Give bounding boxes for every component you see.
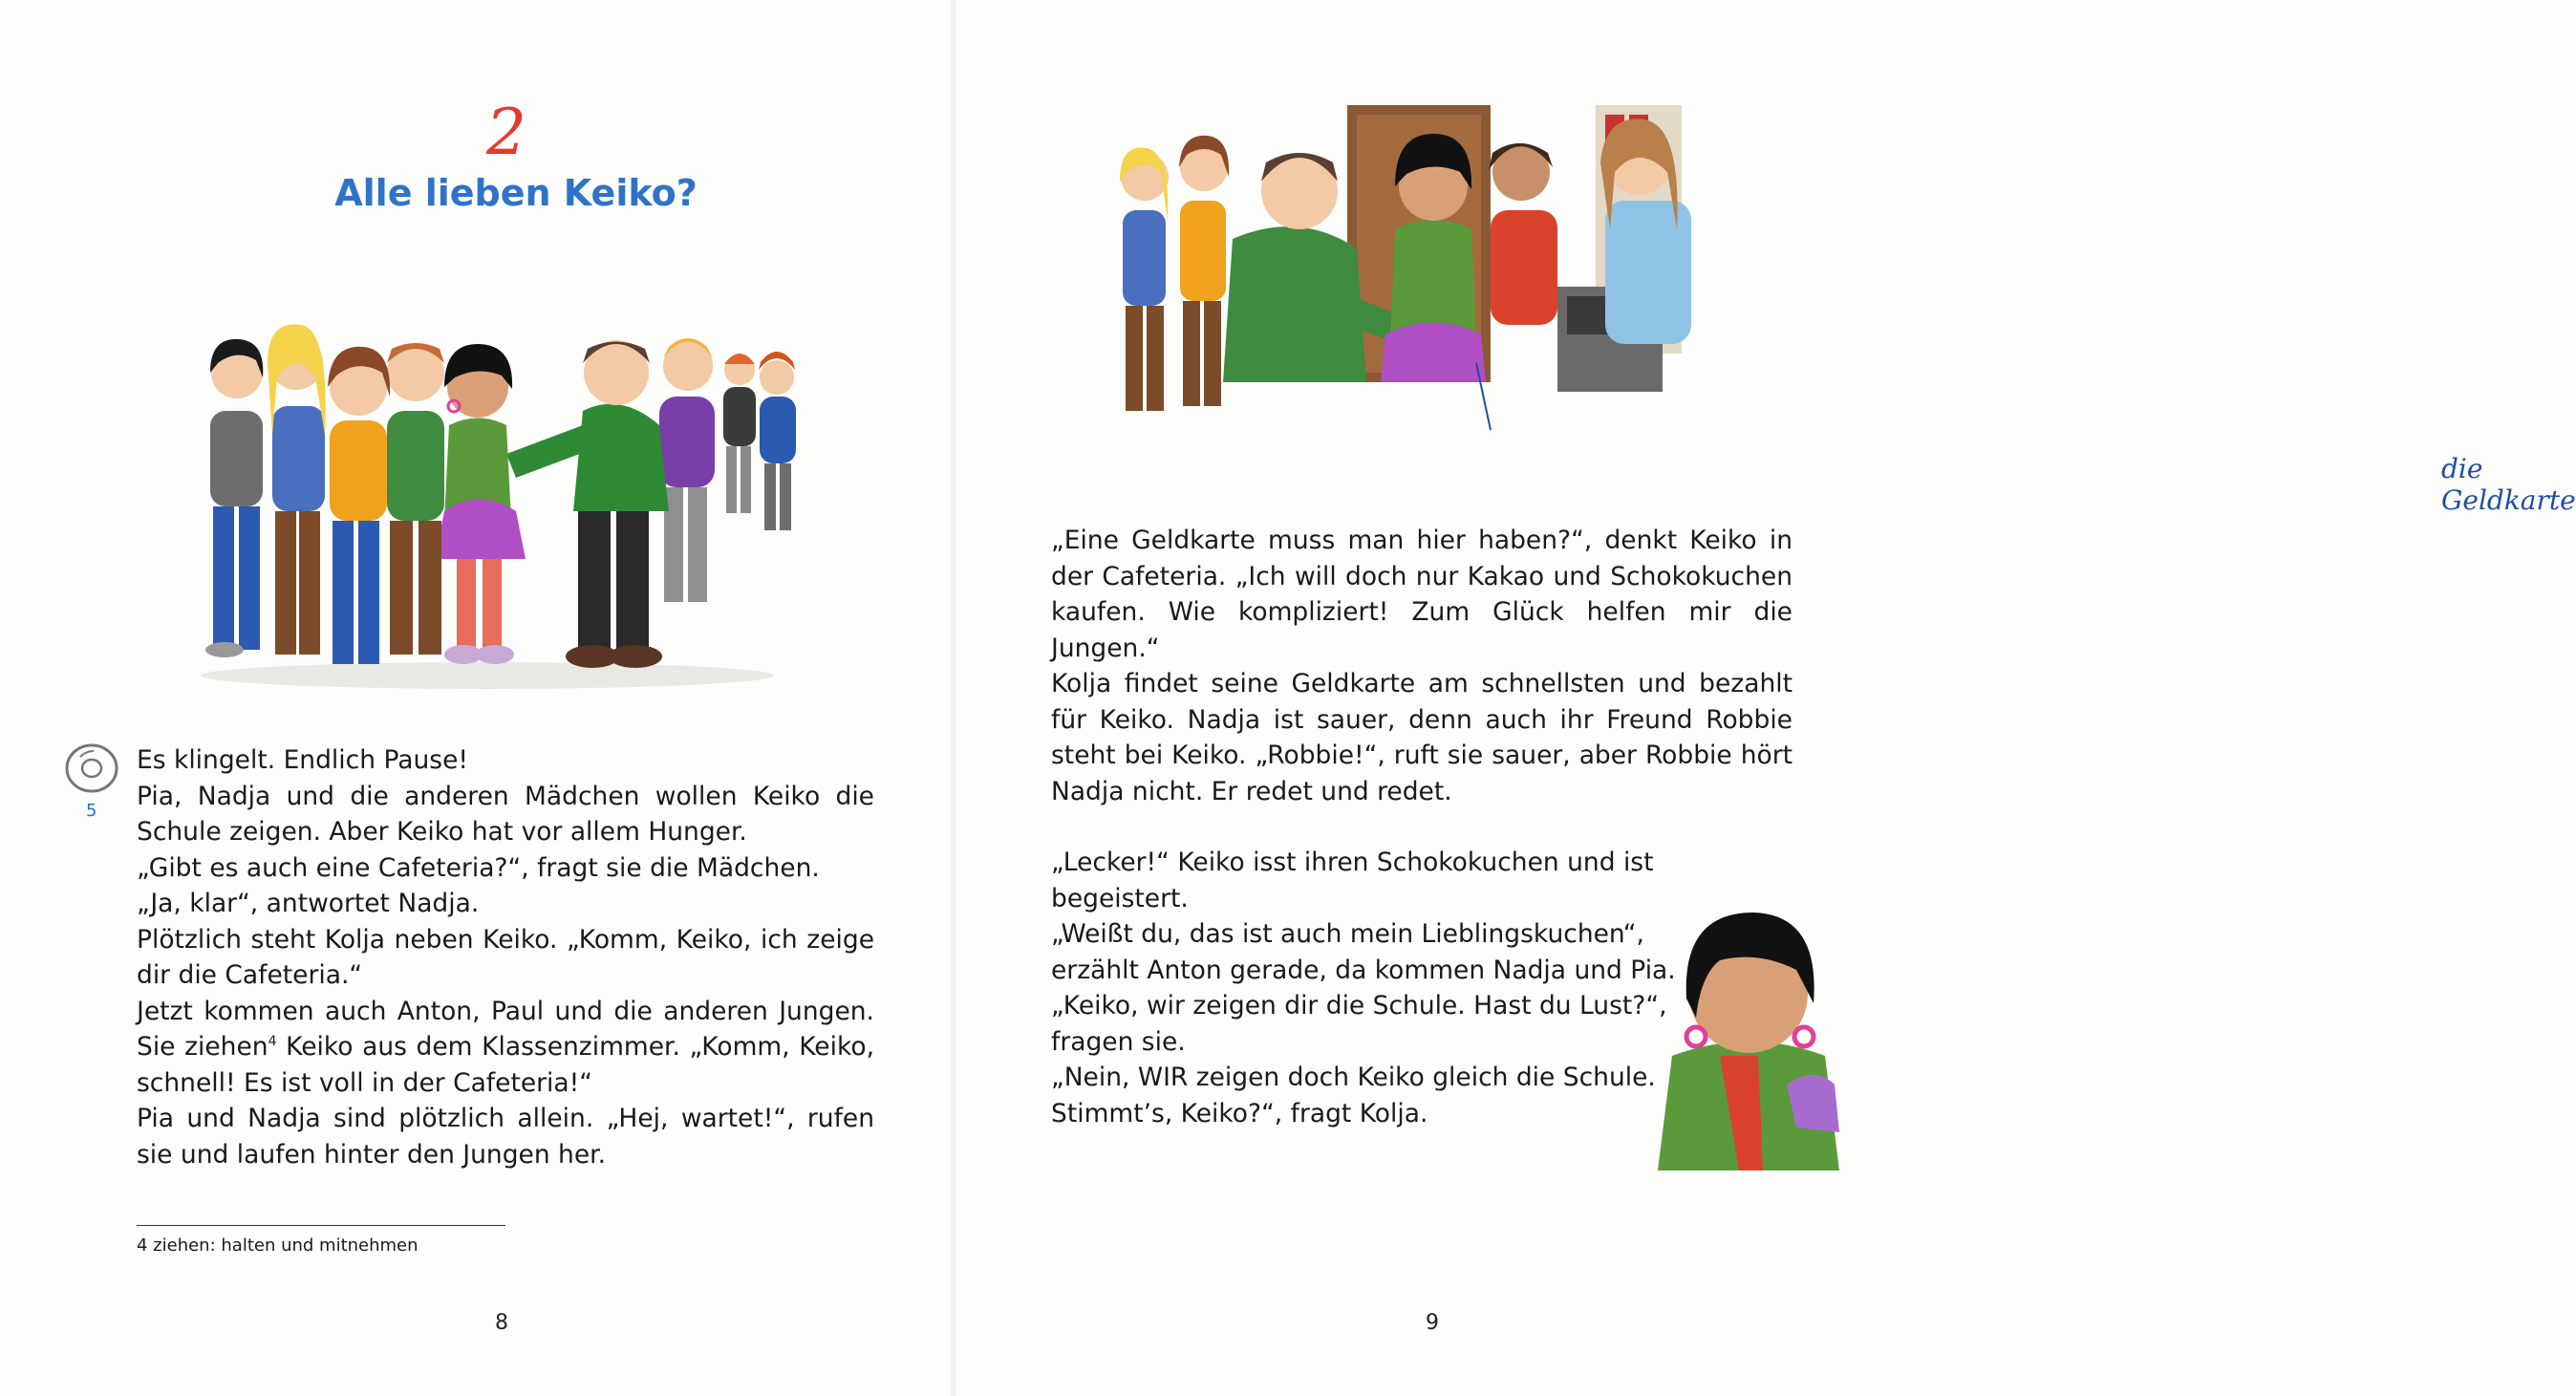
keiko-eating-illustration (1643, 893, 1854, 1170)
left-page-body (137, 742, 874, 1172)
paragraph-line: Plötzlich steht Kolja neben Keiko. „Komm, Keiko, ich zeige dir die Cafeteria.“ (137, 924, 874, 990)
figure-dreadlocks-boy (1489, 143, 1557, 325)
left-page (0, 0, 955, 1396)
paragraph-line: erzählt Anton gerade, da kommen Nadja und Pia. (1051, 955, 1676, 985)
right-paragraph-2: Kolja findet seine Geldkarte am schnellsten und bezahlt für Keiko. Nadja ist sauer, denn auch ihr Freund Robbie steht bei Keiko. „Robbie!“, ruft sie sauer, aber Robbie hört Nadja nicht. Er redet und redet. (1051, 669, 1792, 806)
paragraph-line: Es klingelt. Endlich Pause! (137, 745, 468, 775)
kids-group-illustration (172, 320, 841, 698)
page-number-left: 8 (495, 1311, 508, 1335)
figure-redhead-boy (759, 352, 796, 530)
footnote: 4 ziehen: halten und mitnehmen (137, 1235, 419, 1256)
figure-blonde-girl (1120, 147, 1169, 411)
paragraph-line: „Weißt du, das ist auch mein Lieblingskuchen“, (1051, 919, 1644, 949)
paragraph-line: „Lecker!“ Keiko isst ihren Schokokuchen und ist begeistert. (1051, 848, 1654, 913)
illustration-caption: die Geldkarte (2441, 453, 2576, 516)
chapter-title: Alle lieben Keiko? (334, 172, 698, 214)
paragraph-jetzt (137, 994, 874, 1102)
figure-blonde-girl (268, 325, 326, 655)
figure-girl-orange (1179, 136, 1229, 406)
figure-purple-boy (659, 338, 715, 602)
paragraph-line: Pia, Nadja und die anderen Mädchen wollen Keiko die Schule zeigen. Aber Keiko hat vor allem Hunger. (137, 781, 874, 847)
figure-dark-hair-girl (205, 339, 263, 657)
paragraph-line: Stimmt’s, Keiko?“, fragt Kolja. (1051, 1098, 1428, 1128)
paragraph-line: „Gibt es auch eine Cafeteria?“, fragt sie die Mädchen. (137, 852, 820, 883)
right-page (955, 0, 2576, 1396)
paragraph-line: „Keiko, wir zeigen dir die Schule. Hast du Lust?“, (1051, 991, 1667, 1020)
footnote-divider (137, 1225, 505, 1226)
figure-keiko (435, 344, 526, 664)
paragraph-line: „Nein, WIR zeigen doch Keiko gleich die Schule. (1051, 1063, 1656, 1092)
right-paragraph-1: „Eine Geldkarte muss man hier haben?“, denkt Keiko in der Cafeteria. „Ich will doch nur Kakao und Schokokuchen kaufen. Wie kompliziert! Zum Glück helfen mir die Jungen.“ (1051, 526, 1792, 663)
audio-track-number: 5 (86, 801, 97, 821)
figure-girl-orange (328, 347, 390, 664)
paragraph-text: Keiko aus dem Klassenzimmer. „Komm, Keiko, schnell! Es ist voll in der Cafeteria!“ (137, 1032, 875, 1098)
figure-green-boy (506, 340, 669, 668)
paragraph-line: „Ja, klar“, antwortet Nadja. (137, 889, 480, 918)
chapter-number: 2 (486, 96, 526, 169)
cafeteria-illustration (1108, 96, 1777, 440)
paragraph-line: fragen sie. (1051, 1026, 1186, 1057)
footnote-reference: 4 (268, 1034, 277, 1050)
figure-boy-green-shirt (387, 343, 444, 655)
figure-small-boy (723, 354, 756, 513)
page-number-right: 9 (1426, 1311, 1439, 1335)
paragraph-pia: Pia und Nadja sind plötzlich allein. „Hej, wartet!“, rufen sie und laufen hinter den Jungen her. (137, 1104, 874, 1170)
paragraph-text: Jetzt kommen auch Anton, Paul und die anderen Jungen. Sie ziehen (137, 996, 874, 1062)
figure-keiko (1381, 134, 1486, 382)
